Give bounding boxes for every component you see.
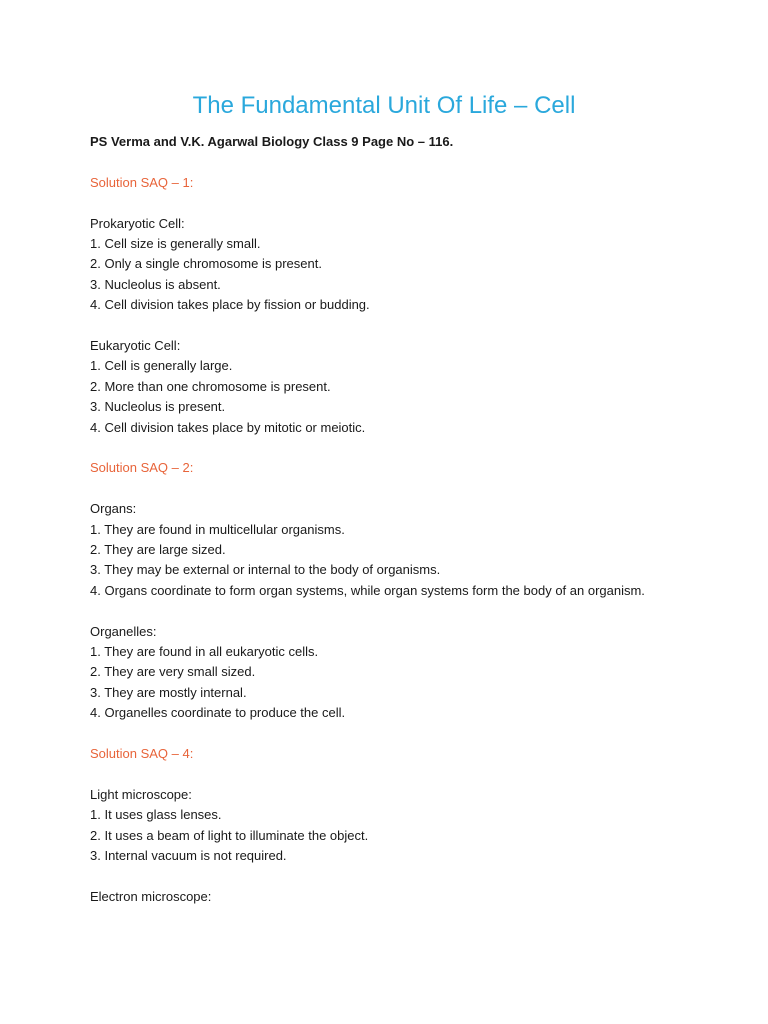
spacer	[90, 479, 650, 499]
list-item: 1. It uses glass lenses.	[90, 807, 222, 823]
list-item: 4. Cell division takes place by fission or budding.	[90, 297, 370, 313]
list-item: 1. They are found in multicellular organisms.	[90, 521, 345, 537]
solution-heading-saq1: Solution SAQ – 1:	[90, 174, 194, 190]
document-subtitle: PS Verma and V.K. Agarwal Biology Class 9 Page No – 116.	[90, 134, 454, 149]
list-item: 4. Cell division takes place by mitotic or meiotic.	[90, 419, 366, 435]
document-body	[90, 132, 650, 907]
document-title: The Fundamental Unit Of Life – Cell	[192, 92, 576, 119]
list-item: 1. Cell is generally large.	[90, 358, 233, 374]
list-item: 3. Nucleolus is present.	[90, 399, 226, 415]
section-label-light-microscope: Light microscope:	[90, 786, 192, 802]
list-item: 4. Organs coordinate to form organ systems, while organ systems form the body of an organism.	[90, 582, 645, 598]
solution-heading-saq4: Solution SAQ – 4:	[90, 746, 194, 762]
list-item: 2. More than one chromosome is present.	[90, 378, 331, 394]
spacer	[90, 152, 650, 172]
section-label-prokaryotic: Prokaryotic Cell:	[90, 215, 185, 231]
list-item: 2. Only a single chromosome is present.	[90, 256, 322, 272]
list-item: 3. They may be external or internal to the body of organisms.	[90, 562, 441, 578]
spacer	[90, 724, 650, 744]
spacer	[90, 867, 650, 887]
list-item: 1. Cell size is generally small.	[90, 236, 261, 251]
section-label-electron-microscope: Electron microscope:	[90, 888, 212, 904]
list-item: 2. It uses a beam of light to illuminate the object.	[90, 827, 369, 843]
solution-heading-saq2: Solution SAQ – 2:	[90, 460, 194, 476]
section-label-organs: Organs:	[90, 501, 137, 517]
list-item: 4. Organelles coordinate to produce the cell.	[90, 705, 346, 721]
list-item: 2. They are very small sized.	[90, 664, 256, 680]
list-item: 3. Internal vacuum is not required.	[90, 848, 287, 864]
section-label-organelles: Organelles:	[90, 623, 157, 639]
spacer	[90, 438, 650, 458]
section-label-eukaryotic: Eukaryotic Cell:	[90, 338, 181, 354]
spacer	[90, 316, 650, 336]
list-item: 3. They are mostly internal.	[90, 684, 247, 700]
list-item: 2. They are large sized.	[90, 542, 226, 558]
spacer	[90, 601, 650, 621]
list-item: 3. Nucleolus is absent.	[90, 276, 221, 292]
list-item: 1. They are found in all eukaryotic cells.	[90, 644, 319, 660]
spacer	[90, 193, 650, 213]
spacer	[90, 764, 650, 784]
